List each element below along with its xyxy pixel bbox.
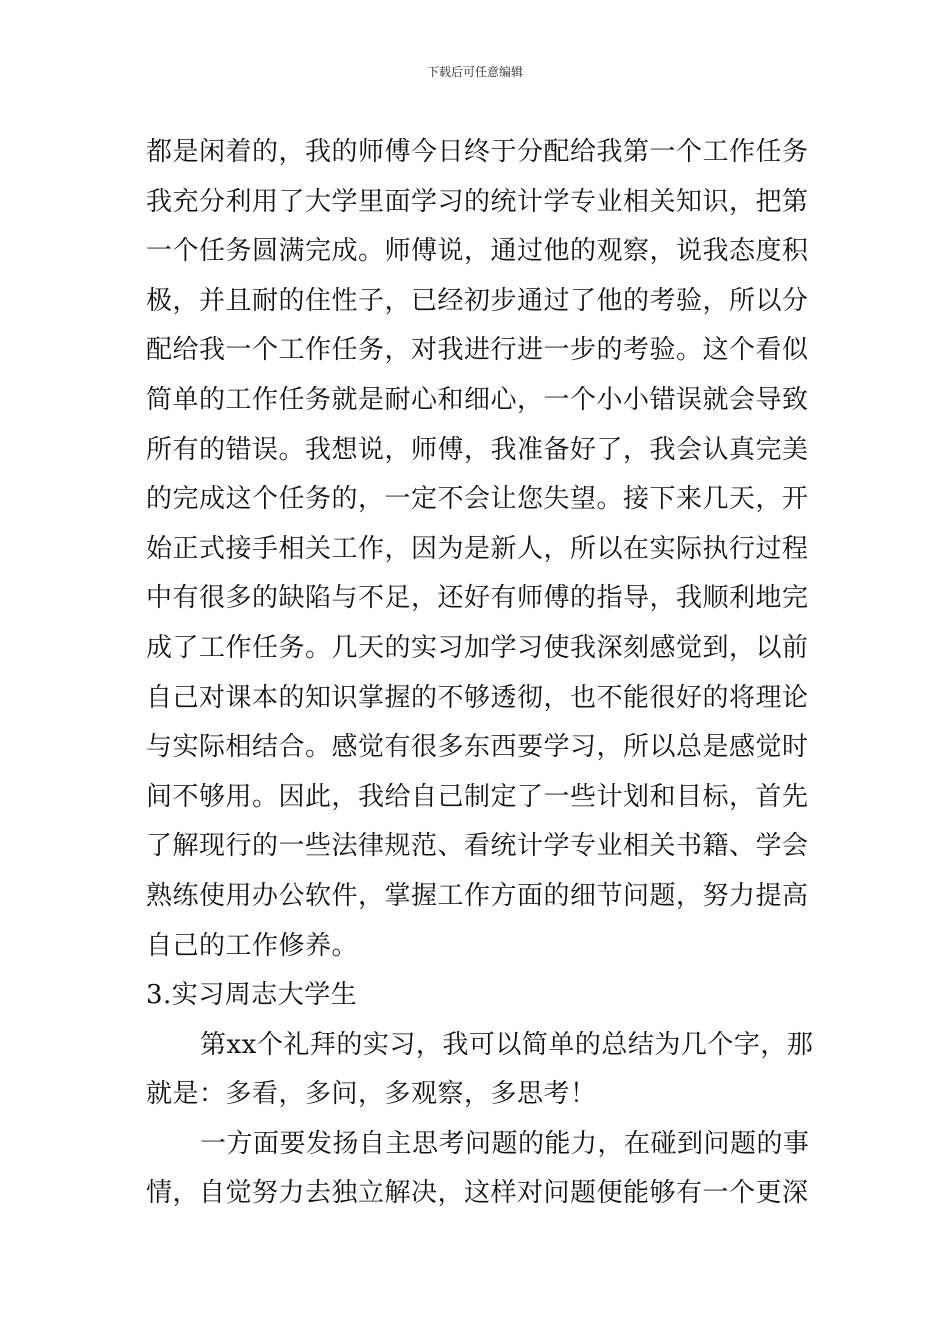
page-header: 下载后可任意编辑 <box>426 65 523 79</box>
text-line: 与实际相结合。感觉有很多东西要学习，所以总是感觉时 <box>146 732 809 763</box>
text-line: 中有很多的缺陷与不足，还好有师傅的指导，我顺利地完 <box>146 583 809 614</box>
text-line: 成了工作任务。几天的实习加学习使我深刻感觉到，以前 <box>146 632 809 663</box>
body-text <box>146 128 814 1219</box>
text-line: 简单的工作任务就是耐心和细心，一个小小错误就会导致 <box>146 384 809 415</box>
text-line: 配给我一个工作任务，对我进行进一步的考验。这个看似 <box>146 335 809 366</box>
text-line: 就是：多看，多问，多观察，多思考！ <box>146 1079 597 1110</box>
text-line: 第xx个礼拜的实习，我可以简单的总结为几个字，那 <box>200 1029 814 1060</box>
section-heading: 3.实习周志大学生 <box>146 980 358 1011</box>
text-line: 自己的工作修养。 <box>146 930 359 961</box>
text-line: 极，并且耐的住性子，已经初步通过了他的考验，所以分 <box>146 285 809 316</box>
text-line: 一个任务圆满完成。师傅说，通过他的观察，说我态度积 <box>146 236 809 267</box>
text-line: 情，自觉努力去独立解决，这样对问题便能够有一个更深 <box>146 1178 809 1209</box>
text-line: 了解现行的一些法律规范、看统计学专业相关书籍、学会 <box>146 831 809 862</box>
text-line: 都是闲着的，我的师傅今日终于分配给我第一个工作任务 <box>146 137 809 167</box>
text-line: 始正式接手相关工作，因为是新人，所以在实际执行过程 <box>146 533 809 564</box>
text-line: 的完成这个任务的，一定不会让您失望。接下来几天，开 <box>146 484 809 515</box>
text-line: 我充分利用了大学里面学习的统计学专业相关知识，把第 <box>146 186 809 217</box>
text-line: 熟练使用办公软件，掌握工作方面的细节问题，努力提高 <box>146 880 809 911</box>
text-line: 所有的错误。我想说，师傅，我准备好了，我会认真完美 <box>146 434 809 465</box>
text-line: 自己对课本的知识掌握的不够透彻，也不能很好的将理论 <box>146 682 809 713</box>
text-line: 间不够用。因此，我给自己制定了一些计划和目标，首先 <box>146 781 809 812</box>
text-line: 一方面要发扬自主思考问题的能力，在碰到问题的事 <box>200 1128 810 1159</box>
